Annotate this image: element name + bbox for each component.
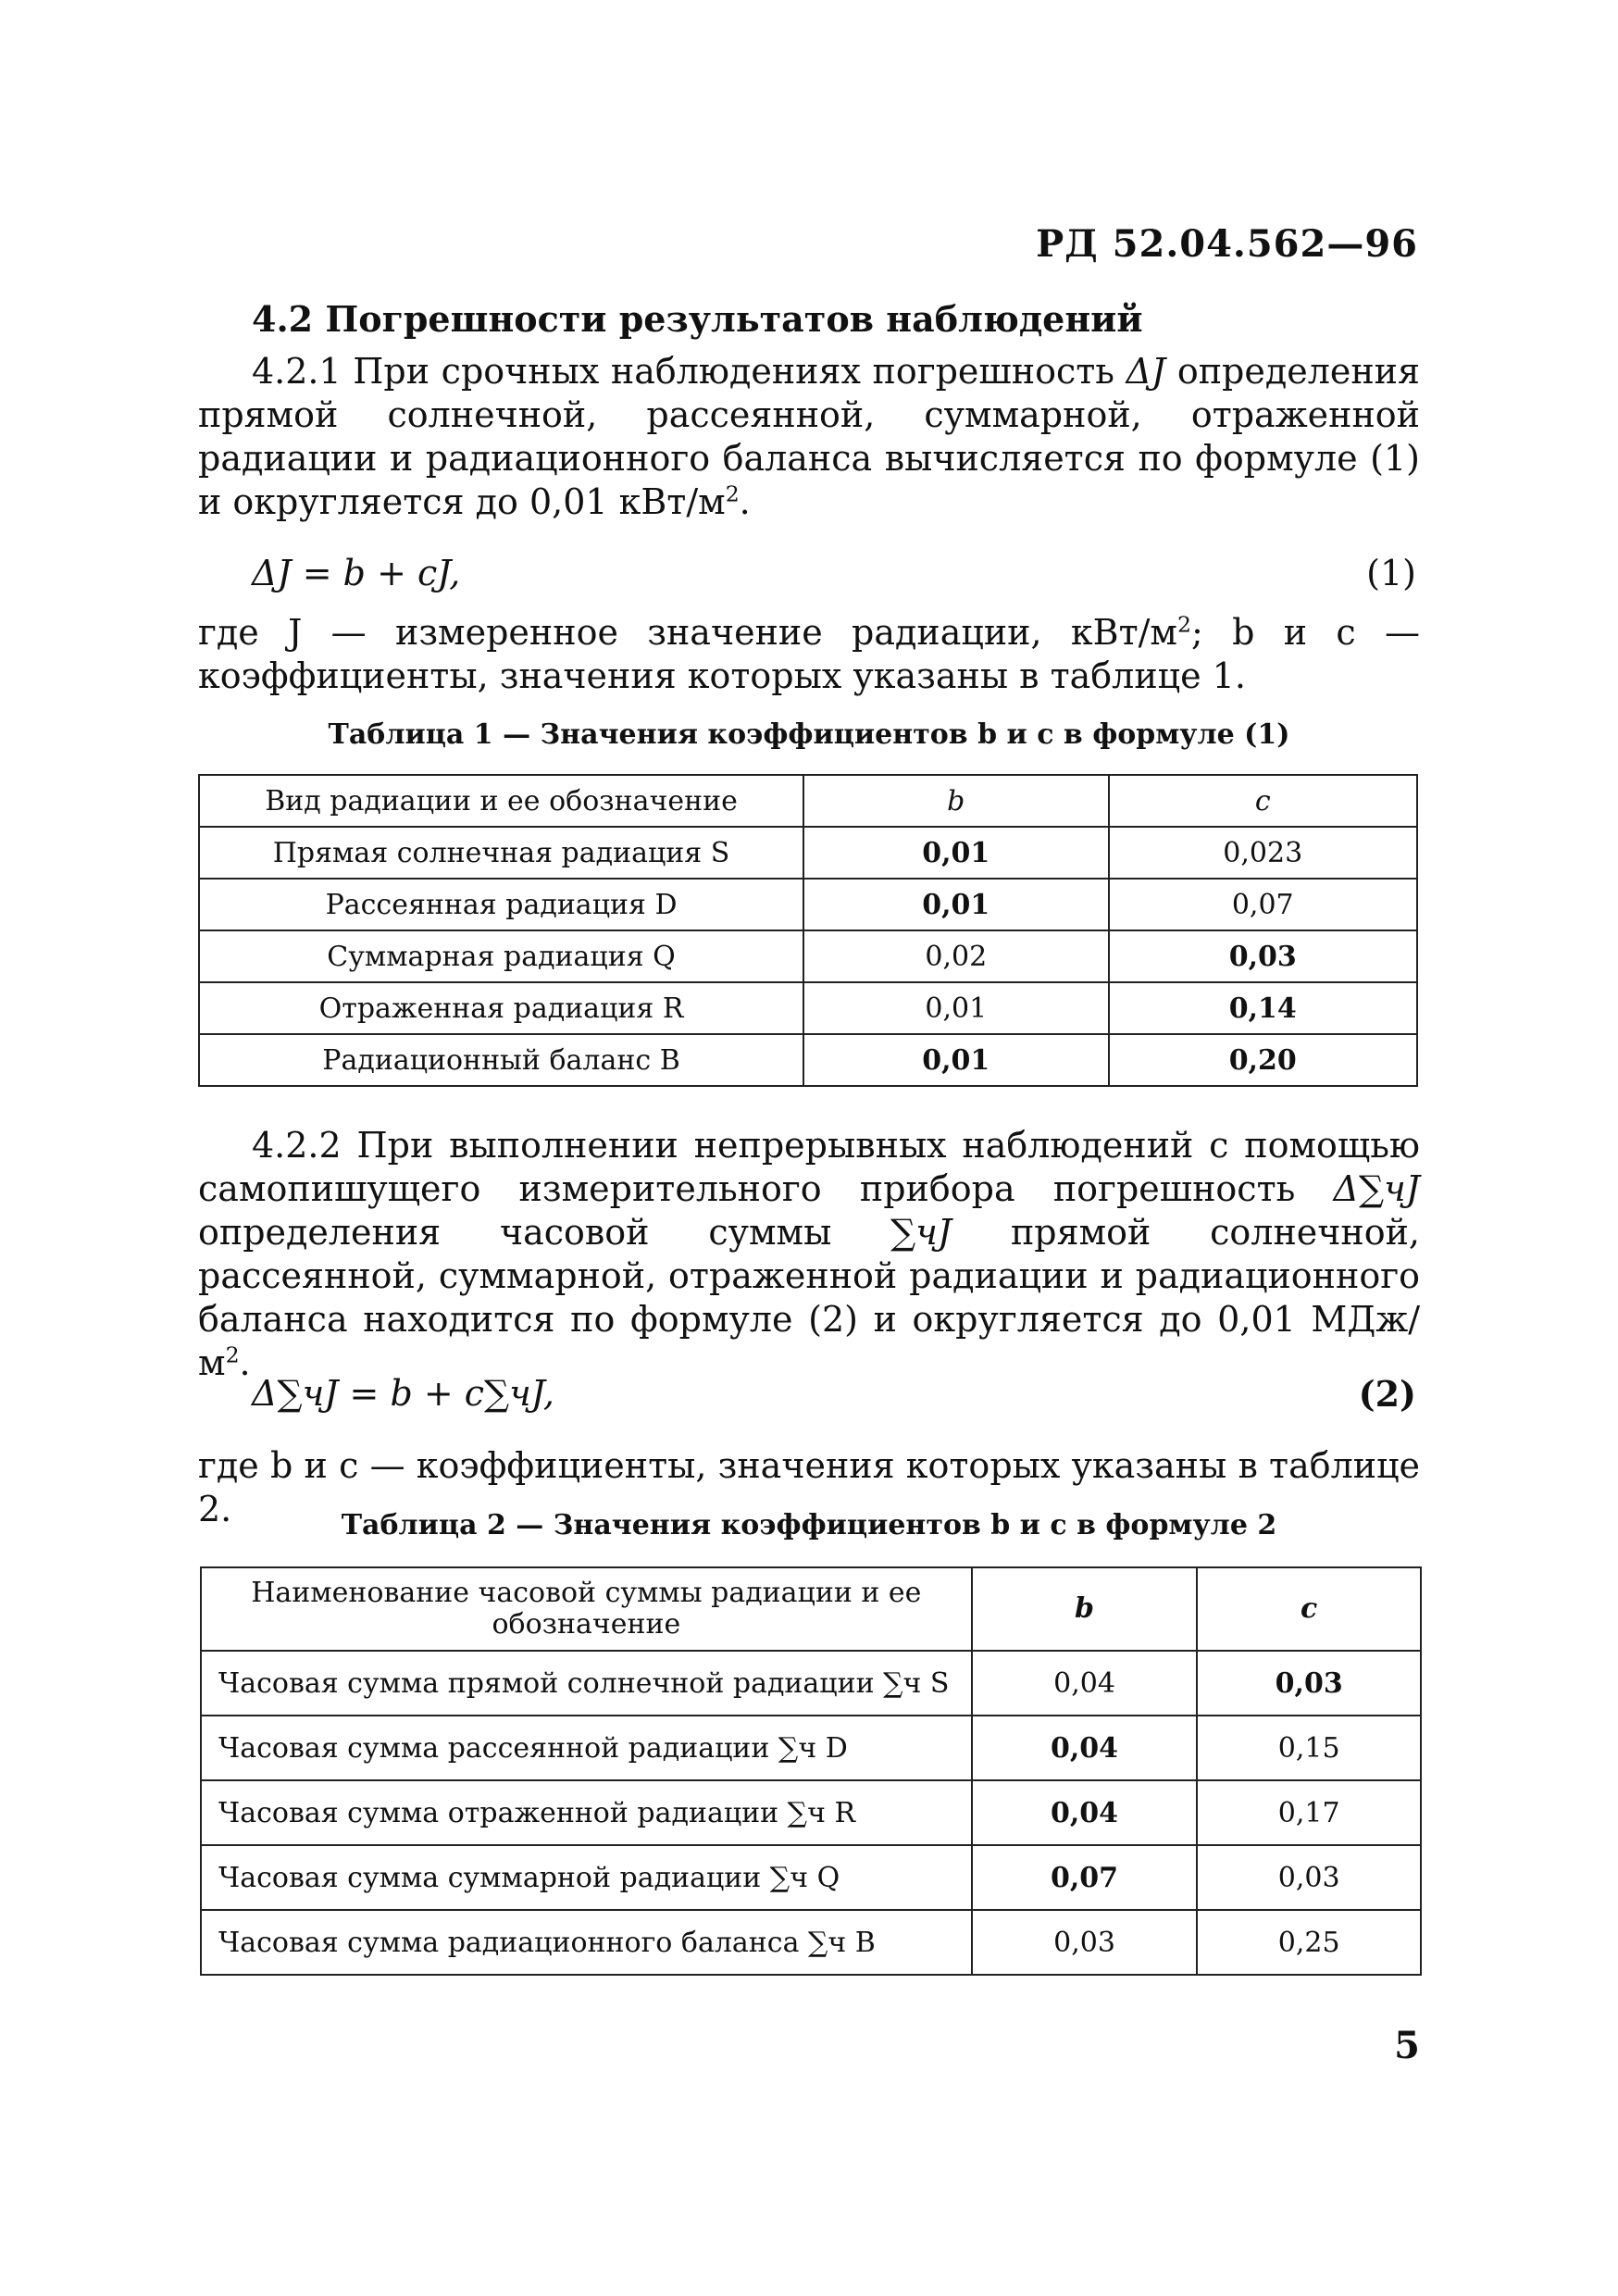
hourly-sum-symbol: ∑чJ xyxy=(890,1212,952,1253)
paragraph-number: 4.2.1 xyxy=(252,351,342,392)
table-2-caption: Таблица 2 — Значения коэффициентов b и c в формуле 2 xyxy=(341,1509,1277,1541)
formula-2 xyxy=(252,1372,1416,1416)
row-b: 0,04 xyxy=(972,1651,1198,1716)
row-name: Часовая сумма суммарной радиации ∑ч Q xyxy=(201,1845,972,1910)
table-row xyxy=(199,827,1417,879)
table-row xyxy=(201,1780,1421,1845)
table-header-row xyxy=(201,1567,1421,1651)
formula-1 xyxy=(252,552,1416,595)
row-name: Суммарная радиация Q xyxy=(199,930,803,982)
row-name: Часовая сумма радиационного баланса ∑ч B xyxy=(201,1910,972,1975)
row-b: 0,07 xyxy=(972,1845,1198,1910)
row-c: 0,14 xyxy=(1109,982,1418,1034)
header-cell: c xyxy=(1197,1567,1421,1651)
table-row xyxy=(199,879,1417,930)
where-clause-1: где J — измеренное значение радиации, кВт/$м^2$; b и c — коэффициенты, значения которых указаны в таблице 1. xyxy=(198,611,1420,696)
paragraph-number: 4.2.2 xyxy=(252,1125,342,1166)
row-name: Прямая солнечная радиация S xyxy=(199,827,803,879)
table-row xyxy=(199,982,1417,1034)
paragraph-4-2-2: 4.2.2 При выполнении непрерывных наблюдений с помощью самопишущего измерительного прибора погрешность Δ∑чJ определения часовой суммы ∑чJ прямой солнечной, рассеянной, суммарной, отраженной радиации и радиационного баланса находится по формуле (2) и округляется до 0,01 МДж/$м^2$. xyxy=(198,1125,1420,1383)
row-c: 0,20 xyxy=(1109,1034,1418,1086)
row-c: 0,03 xyxy=(1197,1651,1421,1716)
row-c: 0,07 xyxy=(1109,879,1418,930)
header-cell: c xyxy=(1109,775,1418,827)
header-cell: Наименование часовой суммы радиации и ее обозначение xyxy=(201,1567,972,1651)
table-row xyxy=(199,1034,1417,1086)
formula-expression: Δ∑чJ = b + c∑чJ, xyxy=(252,1373,554,1414)
row-b: 0,04 xyxy=(972,1716,1198,1780)
formula-expression: ΔJ = b + cJ, xyxy=(252,553,461,593)
row-b: 0,03 xyxy=(972,1910,1198,1975)
table-row xyxy=(199,930,1417,982)
row-name: Радиационный баланс B xyxy=(199,1034,803,1086)
table-1 xyxy=(198,774,1418,1087)
row-name: Часовая сумма прямой солнечной радиации ∑ч S xyxy=(201,1651,972,1716)
table-1-caption: Таблица 1 — Значения коэффициентов b и c в формуле (1) xyxy=(328,718,1290,751)
hourly-sum-delta-symbol: Δ∑чJ xyxy=(1333,1168,1420,1209)
row-c: 0,03 xyxy=(1197,1845,1421,1910)
row-c: 0,03 xyxy=(1109,930,1418,982)
formula-number: (1) xyxy=(1366,553,1416,593)
table-row xyxy=(201,1845,1421,1910)
row-name: Отраженная радиация R xyxy=(199,982,803,1034)
row-name: Часовая сумма отраженной радиации ∑ч R xyxy=(201,1780,972,1845)
header-cell: Вид радиации и ее обозначение xyxy=(199,775,803,827)
where-clause-2: где b и c — коэффициенты, значения которых указаны в таблице 2. xyxy=(198,1445,1420,1529)
header-cell: b xyxy=(972,1567,1198,1651)
row-b: 0,04 xyxy=(972,1780,1198,1845)
table-row xyxy=(201,1910,1421,1975)
paragraph-4-2-1: 4.2.1 При срочных наблюдениях погрешность ΔJ определения прямой солнечной, рассеянной, суммарной, отраженной радиации и радиационного баланса вычисляется по формуле (1) и округляется до 0,01 кВт/$м^2$. xyxy=(198,351,1420,522)
section-title: 4.2 Погрешности результатов наблюдений xyxy=(252,298,1143,340)
header-cell: b xyxy=(803,775,1108,827)
delta-j-symbol: ΔJ xyxy=(1126,351,1166,392)
row-c: 0,023 xyxy=(1109,827,1418,879)
row-name: Рассеянная радиация D xyxy=(199,879,803,930)
table-header-row xyxy=(199,775,1417,827)
row-c: 0,15 xyxy=(1197,1716,1421,1780)
table-row xyxy=(201,1716,1421,1780)
table-row xyxy=(201,1651,1421,1716)
table-2 xyxy=(200,1566,1422,1976)
row-c: 0,25 xyxy=(1197,1910,1421,1975)
row-c: 0,17 xyxy=(1197,1780,1421,1845)
row-b: 0,01 xyxy=(803,879,1108,930)
row-b: 0,02 xyxy=(803,930,1108,982)
row-b: 0,01 xyxy=(803,827,1108,879)
document-id: РД 52.04.562—96 xyxy=(1036,222,1418,266)
row-b: 0,01 xyxy=(803,1034,1108,1086)
row-b: 0,01 xyxy=(803,982,1108,1034)
page-number: 5 xyxy=(1394,2024,1420,2067)
formula-number: (2) xyxy=(1358,1373,1416,1415)
row-name: Часовая сумма рассеянной радиации ∑ч D xyxy=(201,1716,972,1780)
